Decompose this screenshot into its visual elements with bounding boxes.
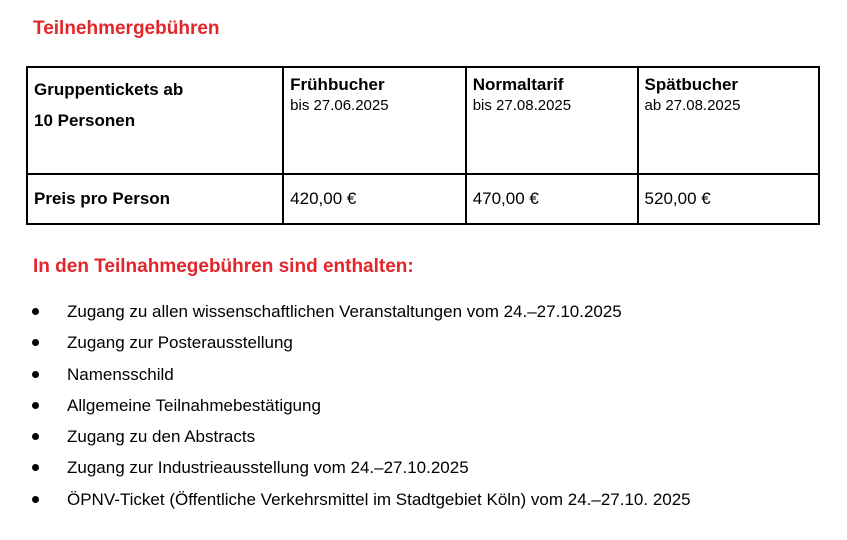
tier-date: bis 27.06.2025 — [290, 97, 389, 114]
list-item — [0, 421, 691, 452]
list-item-text: Zugang zur Industrieausstellung vom 24.–27.10.2025 — [67, 458, 469, 478]
fee-table-price-row — [27, 174, 819, 224]
tier-name: Normaltarif — [472, 75, 564, 94]
list-item-text: Allgemeine Teilnahmebestätigung — [67, 395, 321, 415]
price-normal: 470,00 € — [466, 174, 638, 224]
list-item-text: Zugang zu allen wissenschaftlichen Veranstaltungen vom 24.–27.10.2025 — [67, 302, 622, 321]
list-item — [0, 359, 691, 390]
tier-name: Frühbucher — [290, 75, 385, 94]
list-item — [0, 327, 691, 358]
group-ticket-cell — [27, 67, 283, 174]
included-list — [0, 296, 691, 515]
bullet-icon — [32, 464, 39, 471]
tier-date: ab 27.08.2025 — [644, 97, 741, 114]
list-item — [0, 484, 691, 515]
bullet-icon — [32, 402, 39, 409]
list-item-text: Zugang zu den Abstracts — [67, 427, 256, 447]
list-item-text: Namensschild — [67, 364, 174, 384]
list-item-text: ÖPNV-Ticket (Öffentliche Verkehrsmittel im Stadtgebiet Köln) vom 24.–27.10. 2025 — [67, 489, 691, 509]
list-item-text: Zugang zur Posterausstellung — [67, 333, 293, 353]
group-ticket-label-line1: Gruppentickets ab — [34, 80, 184, 99]
list-item — [0, 452, 691, 483]
tier-date: bis 27.08.2025 — [472, 97, 572, 114]
included-heading: In den Teilnahmegebühren sind enthalten: — [33, 256, 414, 277]
price-early: 420,00 € — [283, 174, 466, 224]
bullet-icon — [32, 496, 39, 503]
tier-name: Spätbucher — [644, 75, 739, 94]
list-item — [0, 296, 691, 327]
price-per-person-label: Preis pro Person — [27, 174, 283, 224]
fee-table — [26, 66, 820, 225]
list-item — [0, 390, 691, 421]
tier-header-early — [283, 67, 466, 174]
bullet-icon — [32, 371, 39, 378]
price-late: 520,00 € — [638, 174, 819, 224]
tier-header-normal — [466, 67, 638, 174]
group-ticket-label-line2: 10 Personen — [34, 111, 136, 130]
fee-table-header-row — [27, 67, 819, 174]
bullet-icon — [32, 308, 39, 315]
fees-heading: Teilnehmergebühren — [33, 18, 220, 39]
bullet-icon — [32, 433, 39, 440]
bullet-icon — [32, 339, 39, 346]
tier-header-late — [638, 67, 819, 174]
